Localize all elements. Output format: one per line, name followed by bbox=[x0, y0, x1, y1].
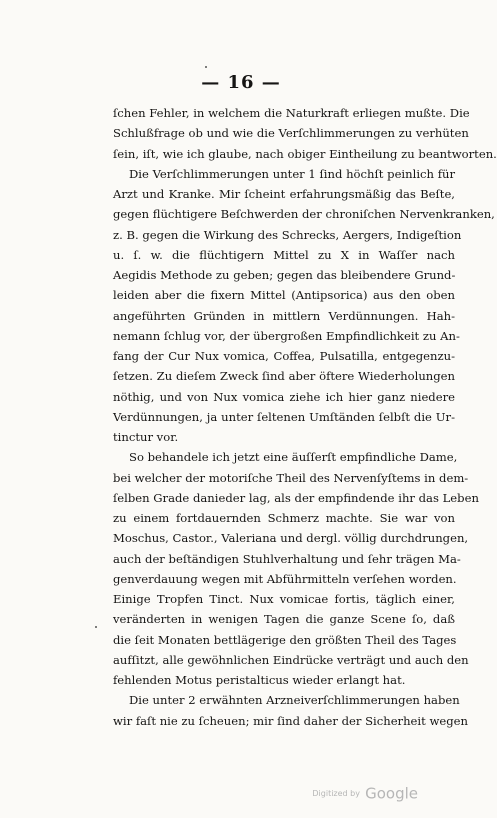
text-line: leiden aber die fixern Mittel (Antipsorica) aus den oben bbox=[113, 288, 455, 303]
text-line: ſein, iſt, wie ich glaube, nach obiger Eintheilung zu beantworten. bbox=[113, 146, 497, 161]
digitized-watermark bbox=[312, 783, 418, 803]
text-line: gegen flüchtigere Beſchwerden der chroniſchen Nervenkranken, bbox=[113, 207, 495, 222]
text-line: ſelben Grade danieder lag, als der empfindende ihr das Leben bbox=[113, 490, 479, 505]
text-line: bei welcher der motoriſche Theil des Nervenſyſtems in dem- bbox=[113, 470, 469, 485]
text-line: ſchen Fehler, in welchem die Naturkraft erliegen mußte. Die bbox=[113, 106, 470, 120]
text-line: genverdauung wegen mit Abführmitteln verſehen worden. bbox=[113, 571, 457, 586]
scan-speck bbox=[95, 626, 97, 628]
text-line: fang der Cur Nux vomica, Coffea, Pulsatilla, entgegenzu- bbox=[113, 349, 455, 363]
text-line: Aegidis Methode zu geben; gegen das bleibendere Grund- bbox=[113, 268, 456, 282]
watermark-prefix: Digitized by bbox=[312, 788, 360, 798]
text-line: Schlußfrage ob und wie die Verſchlimmerungen zu verhüten bbox=[113, 126, 469, 141]
text-line: Moschus, Castor., Valeriana und dergl. völlig durchdrungen, bbox=[113, 531, 469, 546]
body-text bbox=[113, 103, 497, 731]
text-line: tinctur vor. bbox=[113, 430, 179, 444]
text-line: wir faſt nie zu ſcheuen; mir ſind daher der Sicherheit wegen bbox=[113, 713, 469, 728]
text-line: zu einem fortdauernden Schmerz machte. Sie war von bbox=[113, 511, 455, 525]
text-line: Einige Tropfen Tinct. Nux vomicae fortis, täglich einer, bbox=[113, 592, 455, 606]
text-line: nöthig, und von Nux vomica ziehe ich hier ganz niedere bbox=[113, 389, 455, 404]
text-line: Die unter 2 erwähnten Arzneiverſchlimmerungen haben bbox=[129, 693, 460, 708]
scan-speck bbox=[205, 66, 207, 68]
text-line: veränderten in wenigen Tagen die ganze Scene ſo, daß bbox=[113, 612, 455, 627]
text-line: die ſeit Monaten bettlägerige den größten Theil des Tages bbox=[113, 632, 457, 647]
watermark-logo: Google bbox=[365, 784, 418, 802]
text-line: angeführten Gründen in mittlern Verdünnungen. Hah- bbox=[113, 308, 455, 323]
text-line: z. B. gegen die Wirkung des Schrecks, Aergers, Indigeſtion bbox=[113, 227, 462, 242]
text-line: aufſitzt, alle gewöhnlichen Eindrücke verträgt und auch den bbox=[113, 652, 469, 667]
text-line: Verdünnungen, ja unter ſeltenen Umſtänden ſelbſt die Ur- bbox=[113, 409, 455, 424]
text-line: ſetzen. Zu dieſem Zweck ſind aber öftere Wiederholungen bbox=[113, 369, 455, 384]
page-number: — 16 — bbox=[201, 72, 281, 93]
text-line: u. ſ. w. die flüchtigern Mittel zu X in Waſſer nach bbox=[113, 247, 455, 262]
text-line: fehlenden Motus peristalticus wieder erlangt hat. bbox=[113, 673, 406, 687]
text-line: nemann ſchlug vor, der übergroßen Empfindlichkeit zu An- bbox=[113, 328, 460, 343]
text-line: Arzt und Kranke. Mir ſcheint erfahrungsmäßig das Beſte, bbox=[113, 187, 455, 201]
text-line: auch der beſtändigen Stuhlverhaltung und ſehr trägen Ma- bbox=[113, 551, 461, 566]
text-line: So behandele ich jetzt eine äuſſerſt empfindliche Dame, bbox=[129, 450, 458, 465]
text-line: Die Verſchlimmerungen unter 1 ſind höchſt peinlich für bbox=[129, 166, 455, 181]
